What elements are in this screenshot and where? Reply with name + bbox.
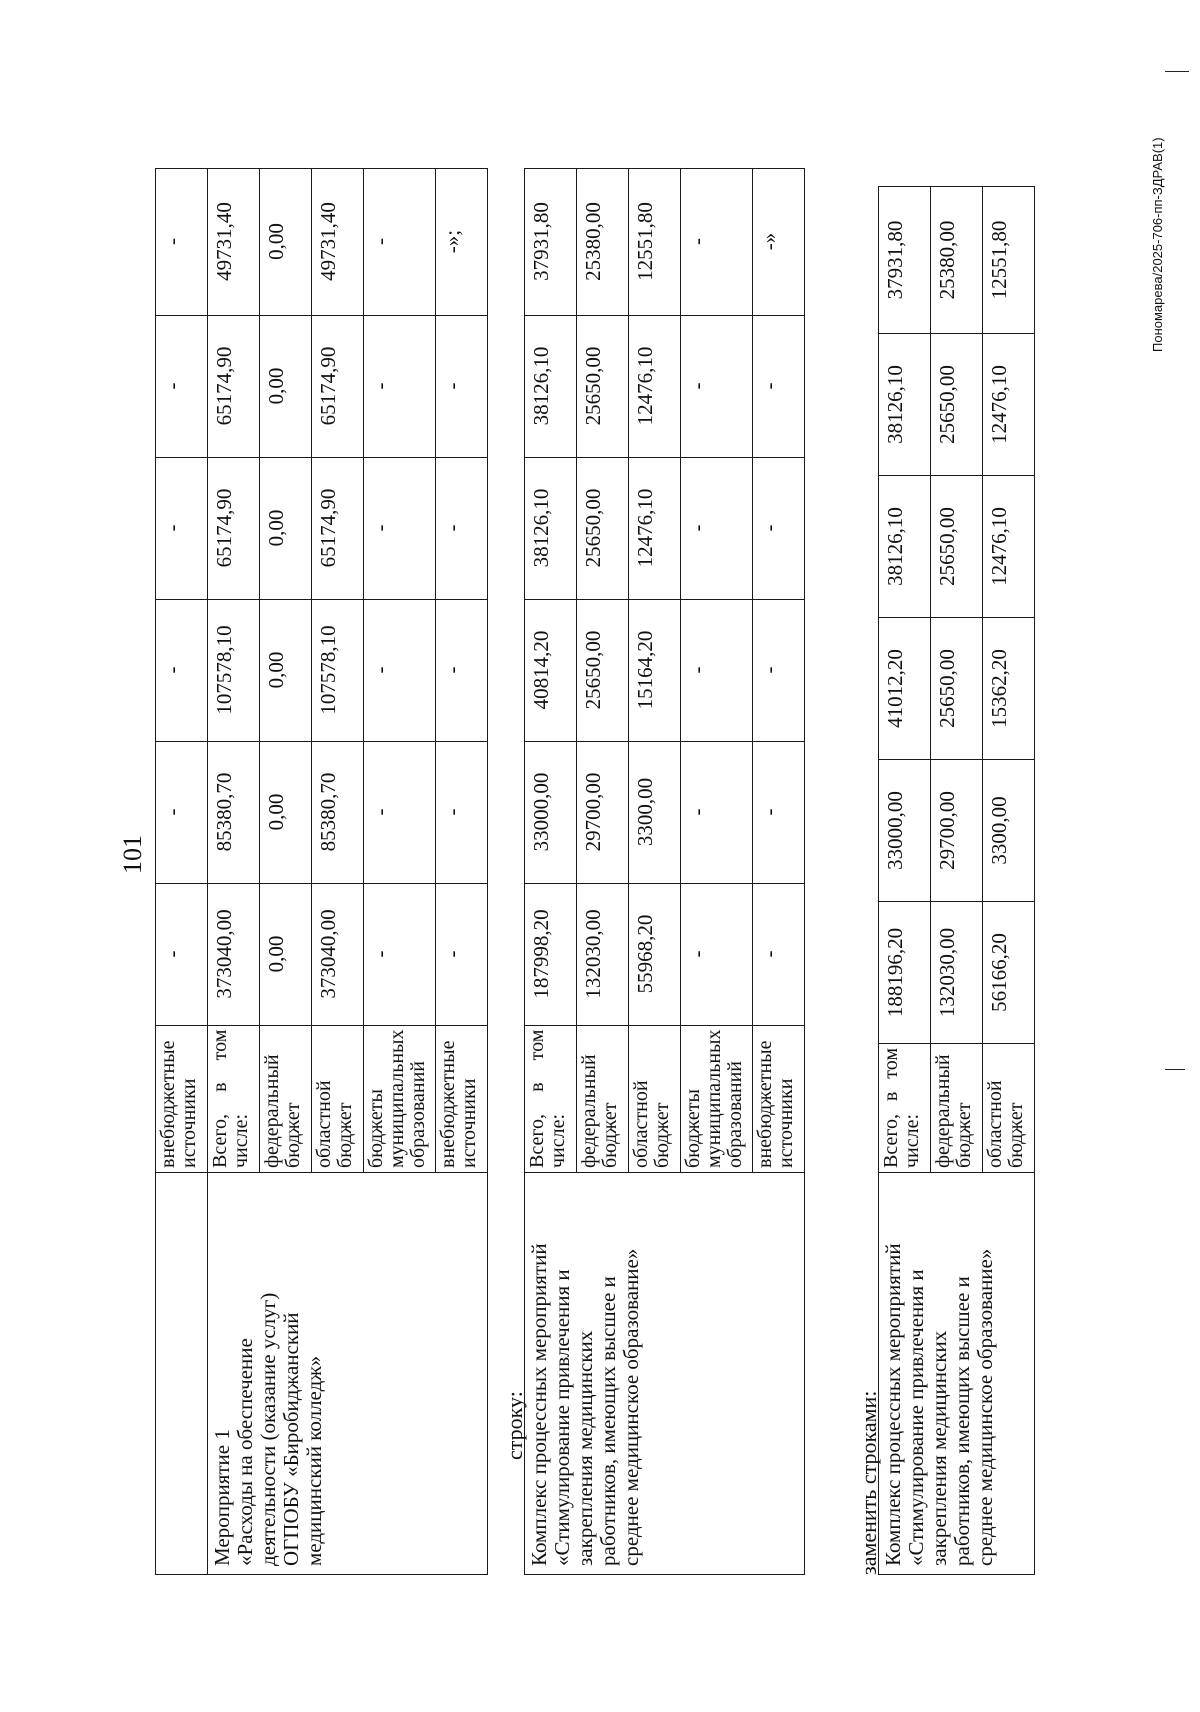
- value-cell: 187998,20: [525, 883, 577, 1025]
- value-cell: -: [681, 883, 753, 1025]
- value-cell: 12476,10: [983, 334, 1035, 476]
- value-cell: 37931,80: [879, 187, 931, 334]
- value-cell: 25650,00: [577, 599, 629, 741]
- value-cell: -»: [753, 168, 805, 315]
- value-cell: 38126,10: [525, 457, 577, 599]
- justified-line: Всего, в том: [209, 1029, 231, 1168]
- value-cell: 56166,20: [983, 902, 1035, 1044]
- complex-description-cell: [879, 1173, 1035, 1575]
- source-cell: областной бюджет: [983, 1044, 1035, 1173]
- measure-title: деятельности (оказание услуг): [256, 1292, 281, 1566]
- measure-title: ОГПОБУ «Биробиджанский: [279, 1312, 304, 1566]
- value-cell: 55968,20: [629, 883, 681, 1025]
- value-cell: 25650,00: [931, 618, 983, 760]
- source-cell: Всего, в том числе:: [208, 1025, 260, 1172]
- value-cell: -: [156, 883, 208, 1025]
- table-continued: [155, 168, 488, 1575]
- complex-title: закрепления медицинских: [927, 1330, 952, 1566]
- value-cell: 188196,20: [879, 902, 931, 1044]
- value-cell: 49731,40: [208, 168, 260, 315]
- value-cell: 25650,00: [931, 476, 983, 618]
- value-cell: -: [436, 883, 488, 1025]
- value-cell: -: [436, 741, 488, 883]
- value-cell: 15164,20: [629, 599, 681, 741]
- value-cell: 12476,10: [983, 476, 1035, 618]
- value-cell: -: [156, 168, 208, 315]
- value-cell: -: [156, 599, 208, 741]
- source-cell: внебюджетные источники: [156, 1025, 208, 1172]
- value-cell: 38126,10: [525, 315, 577, 457]
- value-cell: 38126,10: [879, 476, 931, 618]
- value-cell: 38126,10: [879, 334, 931, 476]
- value-cell: -: [681, 315, 753, 457]
- value-cell: 3300,00: [983, 760, 1035, 902]
- source-cell: Всего, в том числе:: [525, 1025, 577, 1172]
- value-cell: 65174,90: [312, 457, 364, 599]
- value-cell: 132030,00: [577, 883, 629, 1025]
- edge-tick-left: [1165, 1069, 1185, 1070]
- value-cell: 41012,20: [879, 618, 931, 760]
- value-cell: -: [436, 315, 488, 457]
- value-cell: 12476,10: [629, 457, 681, 599]
- value-cell: -: [364, 599, 436, 741]
- source-cell: Всего, в том числе:: [879, 1044, 931, 1173]
- value-cell: 85380,70: [208, 741, 260, 883]
- caption-line: строку:: [502, 1391, 527, 1460]
- value-cell: -: [753, 315, 805, 457]
- value-cell: 33000,00: [525, 741, 577, 883]
- complex-title: Комплекс процессных мероприятий: [881, 1243, 905, 1566]
- source-cell: областной бюджет: [629, 1025, 681, 1172]
- table-row: [208, 168, 260, 1574]
- table-cell: [156, 1173, 208, 1575]
- complex-title: закрепления медицинских: [573, 1330, 598, 1566]
- complex-title: среднее медицинское образование»: [973, 1248, 998, 1566]
- table-row: [156, 168, 208, 1574]
- value-cell: 0,00: [260, 599, 312, 741]
- value-cell: -: [753, 599, 805, 741]
- value-cell: -: [156, 457, 208, 599]
- complex-title: работников, имеющих высшее и: [596, 1276, 621, 1566]
- value-cell: -: [436, 457, 488, 599]
- value-cell: -: [753, 457, 805, 599]
- value-cell: 65174,90: [208, 315, 260, 457]
- value-cell: -: [364, 168, 436, 315]
- value-cell: 373040,00: [312, 883, 364, 1025]
- justified-line: Всего, в том: [880, 1048, 902, 1168]
- value-cell: 12551,80: [629, 168, 681, 315]
- measure-title: Мероприятие 1: [210, 1429, 234, 1566]
- value-cell: -»;: [436, 168, 488, 315]
- caption-replace: заменить строками:: [856, 1390, 881, 1575]
- value-cell: -: [436, 599, 488, 741]
- value-cell: 25380,00: [577, 168, 629, 315]
- table-row: [525, 168, 577, 1574]
- value-cell: 0,00: [260, 168, 312, 315]
- value-cell: 0,00: [260, 883, 312, 1025]
- edge-tick-right: [1165, 71, 1189, 72]
- value-cell: 0,00: [260, 741, 312, 883]
- value-cell: 25380,00: [931, 187, 983, 334]
- value-cell: 0,00: [260, 457, 312, 599]
- justified-line: Всего, в том: [526, 1029, 548, 1168]
- value-cell: 373040,00: [208, 883, 260, 1025]
- measure-title: «Расходы на обеспечение: [233, 1338, 258, 1566]
- value-cell: 65174,90: [208, 457, 260, 599]
- value-cell: -: [364, 741, 436, 883]
- value-cell: 25650,00: [577, 315, 629, 457]
- value-cell: 49731,40: [312, 168, 364, 315]
- value-cell: 0,00: [260, 315, 312, 457]
- measure-title: медицинский колледж»: [302, 1355, 327, 1566]
- table-row: [879, 187, 931, 1575]
- source-cell: бюджеты муниципальных образований: [681, 1025, 753, 1172]
- measure-description-cell: [208, 1173, 488, 1575]
- table-line-to-replace: [524, 168, 805, 1575]
- value-cell: 85380,70: [312, 741, 364, 883]
- source-cell: областной бюджет: [312, 1025, 364, 1172]
- complex-title: среднее медицинское образование»: [619, 1248, 644, 1566]
- source-cell: федеральный бюджет: [260, 1025, 312, 1172]
- source-cell: внебюджетные источники: [753, 1025, 805, 1172]
- value-cell: 40814,20: [525, 599, 577, 741]
- complex-title: «Стимулирование привлечения и: [904, 1269, 929, 1566]
- value-cell: -: [364, 883, 436, 1025]
- value-cell: -: [681, 741, 753, 883]
- value-cell: -: [364, 315, 436, 457]
- footer-document-code: Пономарева/2025-706-пп-ЗДРАВ(1): [1150, 137, 1165, 352]
- value-cell: -: [753, 741, 805, 883]
- value-cell: 12551,80: [983, 187, 1035, 334]
- table-replacement-lines: [878, 186, 1035, 1575]
- complex-title: работников, имеющих высшее и: [950, 1276, 975, 1566]
- value-cell: 3300,00: [629, 741, 681, 883]
- complex-title: Комплекс процессных мероприятий: [527, 1243, 551, 1566]
- source-cell: федеральный бюджет: [577, 1025, 629, 1172]
- value-cell: -: [156, 315, 208, 457]
- value-cell: -: [753, 883, 805, 1025]
- value-cell: 12476,10: [629, 315, 681, 457]
- page-number: 101: [118, 835, 147, 874]
- value-cell: 25650,00: [931, 334, 983, 476]
- value-cell: 29700,00: [931, 760, 983, 902]
- complex-description-cell: [525, 1173, 805, 1575]
- source-cell: бюджеты муниципальных образований: [364, 1025, 436, 1172]
- value-cell: -: [156, 741, 208, 883]
- complex-title: «Стимулирование привлечения и: [550, 1269, 575, 1566]
- value-cell: 107578,10: [208, 599, 260, 741]
- value-cell: 15362,20: [983, 618, 1035, 760]
- source-cell: внебюджетные источники: [436, 1025, 488, 1172]
- value-cell: 29700,00: [577, 741, 629, 883]
- value-cell: 107578,10: [312, 599, 364, 741]
- value-cell: -: [681, 599, 753, 741]
- value-cell: -: [364, 457, 436, 599]
- value-cell: 25650,00: [577, 457, 629, 599]
- value-cell: 65174,90: [312, 315, 364, 457]
- source-cell: федеральный бюджет: [931, 1044, 983, 1173]
- value-cell: -: [681, 457, 753, 599]
- value-cell: 132030,00: [931, 902, 983, 1044]
- value-cell: -: [681, 168, 753, 315]
- value-cell: 33000,00: [879, 760, 931, 902]
- value-cell: 37931,80: [525, 168, 577, 315]
